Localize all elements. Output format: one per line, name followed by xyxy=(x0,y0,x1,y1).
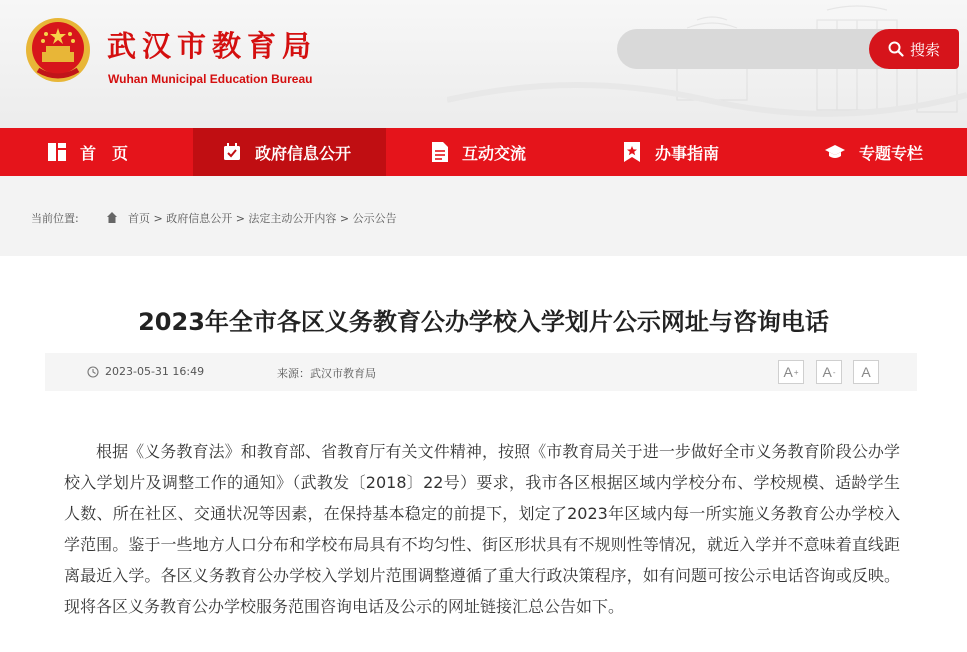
nav-label-topics: 专题专栏 xyxy=(859,143,924,163)
search-input[interactable] xyxy=(617,29,887,69)
nav-item-gov-info[interactable] xyxy=(193,128,386,176)
breadcrumb-label: 当前位置: xyxy=(31,212,79,225)
graduation-cap-icon xyxy=(825,144,845,160)
nav-item-guide[interactable] xyxy=(579,128,773,176)
nav-label-gov-info: 政府信息公开 xyxy=(255,143,352,163)
font-decrease-label: A xyxy=(822,364,832,380)
nav-item-topics[interactable] xyxy=(773,128,967,176)
nav-label-home: 首 页 xyxy=(80,143,129,163)
article-body-paragraph: 根据《义务教育法》和教育部、省教育厅有关文件精神，按照《市教育局关于进一步做好全市义务教育阶段公办学校入学划片及调整工作的通知》（武教发〔2018〕22号）要求，我市各区根据区域内学校分布、学校规模、适龄学生人数、所在社区、交通状况等因素，在保持基本稳定的前提下，划定了2023年区域内每一所实施义务教育公办学校入学范围。鉴于一些地方人口分布和学校布局具有不均匀性、街区形状具有不规则性等情况，就近入学并不意味着直线距离最近入学。各区义务教育公办学校入学划片范围调整遵循了重大行政决策程序，如有问题可按公示电话咨询或反映。现将各区义务教育公办学校服务范围咨询电话及公示的网址链接汇总公告如下。 xyxy=(64,442,900,616)
bookmark-star-icon xyxy=(623,142,641,162)
main-nav xyxy=(0,128,967,176)
nav-label-interaction: 互动交流 xyxy=(462,143,527,163)
font-size-reset-button[interactable] xyxy=(853,360,879,384)
font-size-decrease-button[interactable]: A - xyxy=(816,360,842,384)
nav-label-guide: 办事指南 xyxy=(655,143,720,163)
font-increase-label: A xyxy=(783,364,793,380)
document-icon xyxy=(432,142,448,162)
article-datetime-text: 2023-05-31 16:49 xyxy=(105,365,205,378)
article-meta-bar xyxy=(45,353,917,391)
breadcrumb-path[interactable]: 首页 > 政府信息公开 > 法定主动公开内容 > 公示公告 xyxy=(128,212,397,225)
article-source: 来源：武汉市教育局 xyxy=(277,367,376,380)
home-icon xyxy=(107,212,117,223)
site-title-cn[interactable]: 武汉市教育局 xyxy=(107,29,318,63)
site-title-en[interactable]: Wuhan Municipal Education Bureau xyxy=(108,72,313,86)
search-icon xyxy=(888,41,904,57)
font-reset-label: A xyxy=(861,364,871,380)
national-emblem-icon xyxy=(24,16,92,84)
font-size-increase-button[interactable]: A + xyxy=(778,360,804,384)
breadcrumb xyxy=(0,200,967,236)
site-header xyxy=(0,0,967,128)
calendar-check-icon xyxy=(223,143,241,161)
clock-icon xyxy=(87,366,99,378)
nav-item-home[interactable] xyxy=(0,128,193,176)
home-grid-icon xyxy=(48,143,66,161)
search-button[interactable] xyxy=(869,29,959,69)
nav-item-interaction[interactable] xyxy=(386,128,579,176)
search-box xyxy=(617,29,959,69)
search-button-label: 搜索 xyxy=(909,40,940,59)
article-title: 2023年全市各区义务教育公办学校入学划片公示网址与咨询电话 xyxy=(138,308,829,336)
article-datetime xyxy=(87,365,204,378)
